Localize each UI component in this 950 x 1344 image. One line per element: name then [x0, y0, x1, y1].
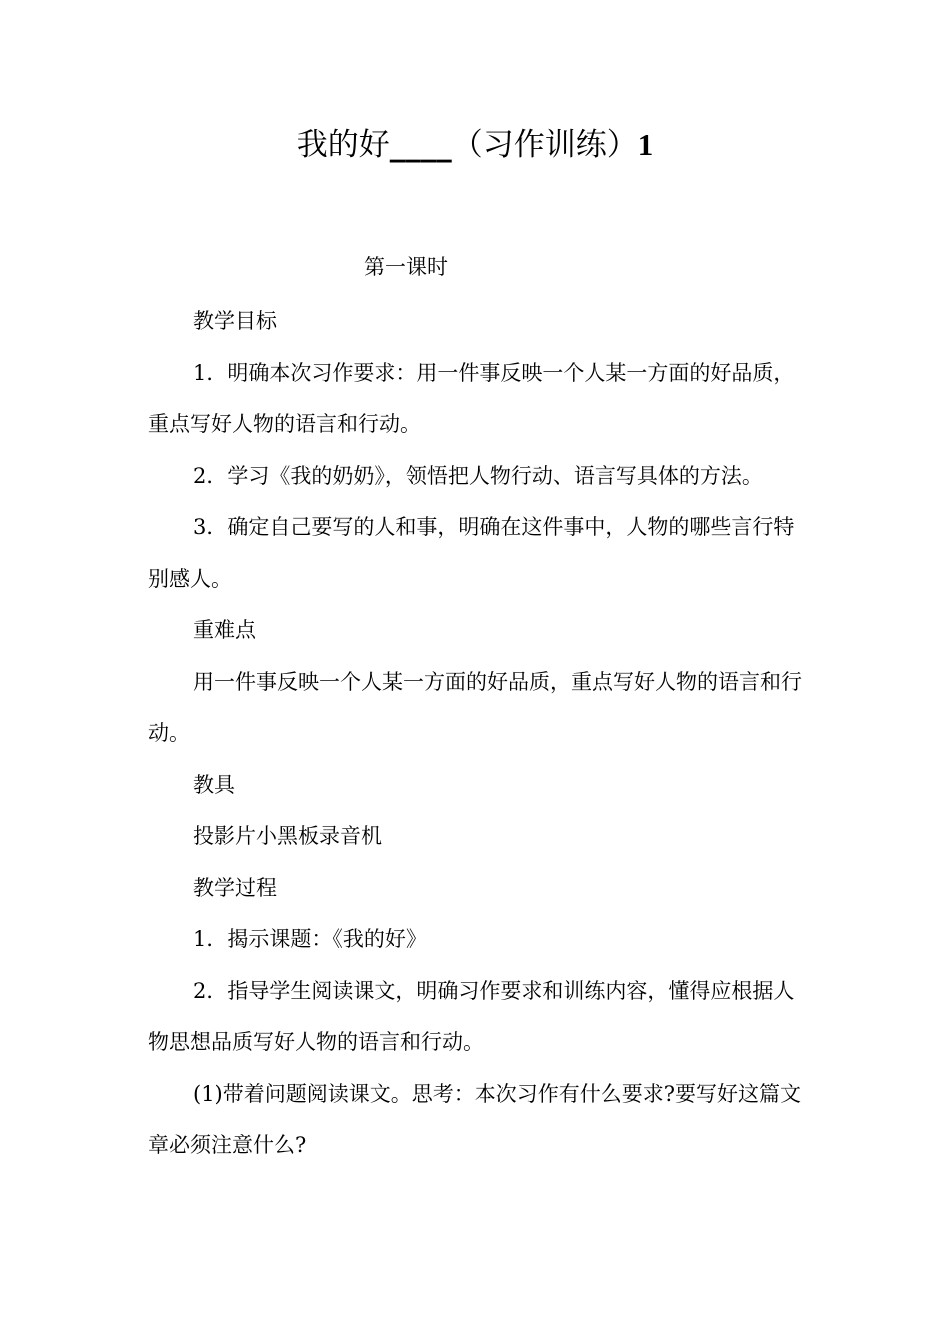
key-points-text: 用一件事反映一个人某一方面的好品质，重点写好人物的语言和行动。 — [148, 669, 802, 745]
document-body — [148, 296, 802, 1172]
title-number: 1 — [637, 127, 654, 162]
goal-item-1: 1．明确本次习作要求：用一件事反映一个人某一方面的好品质，重点写好人物的语言和行动。 — [148, 360, 795, 436]
goal-item-3: 3．确定自己要写的人和事，明确在这件事中，人物的哪些言行特别感人。 — [148, 515, 795, 591]
section-heading-process: 教学过程 — [193, 875, 277, 900]
title-blank: ____ — [389, 127, 452, 163]
materials-text: 投影片小黑板录音机 — [193, 824, 382, 848]
section-heading-materials: 教具 — [193, 772, 235, 797]
goal-item-2: 2．学习《我的奶奶》，领悟把人物行动、语言写具体的方法。 — [193, 463, 763, 488]
lesson-label: 第一课时 — [364, 255, 448, 279]
title-prefix: 我的好 — [296, 127, 390, 163]
section-heading-key-points: 重难点 — [193, 618, 256, 642]
process-step-2: 2．指导学生阅读课文，明确习作要求和训练内容，懂得应根据人物思想品质写好人物的语言和行动。 — [148, 978, 795, 1054]
section-heading-goals: 教学目标 — [193, 309, 277, 333]
title-suffix: （习作训练） — [451, 127, 638, 163]
document-title — [0, 122, 950, 168]
process-step-1: 1．揭示课题：《我的好》 — [193, 927, 427, 951]
process-substep-1: (1)带着问题阅读课文。思考：本次习作有什么要求?要写好这篇文章必须注意什么? — [148, 1081, 802, 1157]
